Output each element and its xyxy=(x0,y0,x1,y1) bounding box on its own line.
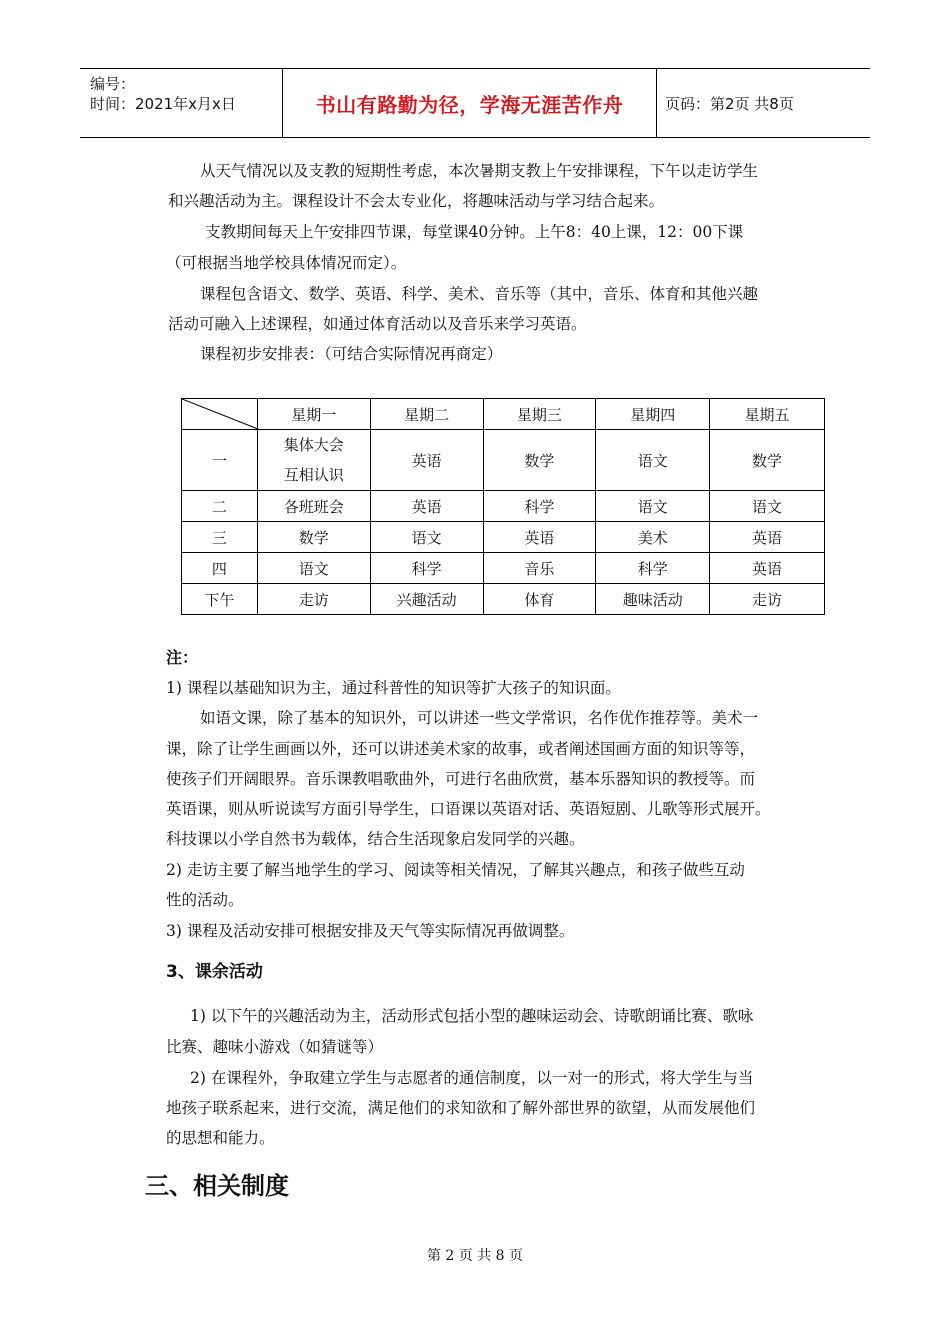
activity-line: 2) 在课程外，争取建立学生与志愿者的通信制度，以一对一的形式，将大学生与当 xyxy=(190,1069,754,1087)
table-row xyxy=(182,430,825,491)
paragraph-line: 活动可融入上述课程，如通过体育活动以及音乐来学习英语。 xyxy=(168,315,587,333)
table-cell: 英语 xyxy=(370,491,483,522)
activity-line: 1) 以下午的兴趣活动为主，活动形式包括小型的趣味运动会、诗歌朗诵比赛、歌咏 xyxy=(190,1007,754,1025)
note-line: 1) 课程以基础知识为主，通过科普性的知识等扩大孩子的知识面。 xyxy=(166,679,621,697)
note-line: 英语课，则从听说读写方面引导学生，口语课以英语对话、英语短剧、儿歌等形式展开。 xyxy=(166,800,771,818)
paragraph-line: 支教期间每天上午安排四节课，每堂课40分钟。上午8：40上课，12：00下课 xyxy=(205,223,744,241)
page-header xyxy=(80,68,870,138)
table-row xyxy=(182,553,825,584)
note-line: 2) 走访主要了解当地学生的学习、阅读等相关情况，了解其兴趣点，和孩子做些互动 xyxy=(166,861,745,879)
page-label: 页码：第2页 共8页 xyxy=(665,94,794,113)
table-cell: 兴趣活动 xyxy=(370,584,483,615)
paragraph-line: 从天气情况以及支教的短期性考虑，本次暑期支教上午安排课程，下午以走访学生 xyxy=(200,162,759,180)
table-cell: 数学 xyxy=(257,522,370,553)
day-header: 星期四 xyxy=(596,399,710,430)
table-row xyxy=(182,522,825,553)
note-line: 使孩子们开阔眼界。音乐课教唱歌曲外，可进行名曲欣赏，基本乐器知识的教授等。而 xyxy=(166,770,756,788)
table-cell: 科学 xyxy=(370,553,483,584)
day-header: 星期三 xyxy=(483,399,596,430)
period-label: 一 xyxy=(182,430,258,491)
table-cell: 语文 xyxy=(370,522,483,553)
table-cell: 各班班会 xyxy=(257,491,370,522)
table-cell: 集体大会 互相认识 xyxy=(257,430,370,491)
activity-line: 的思想和能力。 xyxy=(166,1129,275,1147)
table-header-row xyxy=(182,399,825,430)
table-row xyxy=(182,584,825,615)
period-label: 三 xyxy=(182,522,258,553)
paragraph-line: 课程包含语文、数学、英语、科学、美术、音乐等（其中，音乐、体育和其他兴趣 xyxy=(200,285,759,303)
schedule-table xyxy=(181,398,825,615)
note-line: 课，除了让学生画画以外，还可以讲述美术家的故事，或者阐述国画方面的知识等等， xyxy=(166,740,756,758)
header-motto-cell xyxy=(283,69,657,137)
section-title: 3、课余活动 xyxy=(166,962,263,982)
corner-cell xyxy=(182,399,258,430)
table-cell: 英语 xyxy=(710,522,825,553)
section-heading: 三、相关制度 xyxy=(145,1172,289,1200)
table-cell: 英语 xyxy=(370,430,483,491)
table-cell: 数学 xyxy=(483,430,596,491)
table-cell: 语文 xyxy=(596,430,710,491)
table-cell: 英语 xyxy=(710,553,825,584)
motto: 书山有路勤为径，学海无涯苦作舟 xyxy=(315,92,624,117)
header-meta-cell xyxy=(80,69,283,137)
notes-title: 注： xyxy=(166,648,199,667)
table-cell: 体育 xyxy=(483,584,596,615)
table-row xyxy=(182,491,825,522)
note-line: 科技课以小学自然书为载体，结合生活现象启发同学的兴趣。 xyxy=(166,830,585,848)
diagonal-line-icon xyxy=(182,399,258,429)
period-label: 四 xyxy=(182,553,258,584)
table-cell: 语文 xyxy=(257,553,370,584)
table-cell: 走访 xyxy=(710,584,825,615)
activity-line: 地孩子联系起来，进行交流，满足他们的求知欲和了解外部世界的欲望，从而发展他们 xyxy=(166,1099,756,1117)
paragraph-line: 课程初步安排表：（可结合实际情况再商定） xyxy=(200,345,503,363)
activity-line: 比赛、趣味小游戏（如猜谜等） xyxy=(166,1038,384,1056)
table-cell: 美术 xyxy=(596,522,710,553)
time-label: 时间：2021年x月x日 xyxy=(90,95,236,113)
table-cell: 科学 xyxy=(596,553,710,584)
note-line: 性的活动。 xyxy=(166,891,244,909)
page-footer: 第 2 页 共 8 页 xyxy=(426,1248,524,1264)
table-cell: 语文 xyxy=(596,491,710,522)
day-header: 星期二 xyxy=(370,399,483,430)
note-line: 如语文课，除了基本的知识外，可以讲述一些文学常识，名作优作推荐等。美术一 xyxy=(200,709,759,727)
note-line: 3) 课程及活动安排可根据安排及天气等实际情况再做调整。 xyxy=(166,922,575,940)
paragraph-line: （可根据当地学校具体情况而定）。 xyxy=(166,254,407,272)
number-label: 编号： xyxy=(90,75,136,93)
table-cell: 语文 xyxy=(710,491,825,522)
period-label: 二 xyxy=(182,491,258,522)
table-cell: 音乐 xyxy=(483,553,596,584)
table-cell: 英语 xyxy=(483,522,596,553)
day-header: 星期一 xyxy=(257,399,370,430)
table-cell: 趣味活动 xyxy=(596,584,710,615)
table-cell: 走访 xyxy=(257,584,370,615)
table-cell: 数学 xyxy=(710,430,825,491)
paragraph-line: 和兴趣活动为主。课程设计不会太专业化，将趣味活动与学习结合起来。 xyxy=(168,192,665,210)
header-page-cell xyxy=(657,69,870,137)
table-cell: 科学 xyxy=(483,491,596,522)
period-label: 下午 xyxy=(182,584,258,615)
day-header: 星期五 xyxy=(710,399,825,430)
